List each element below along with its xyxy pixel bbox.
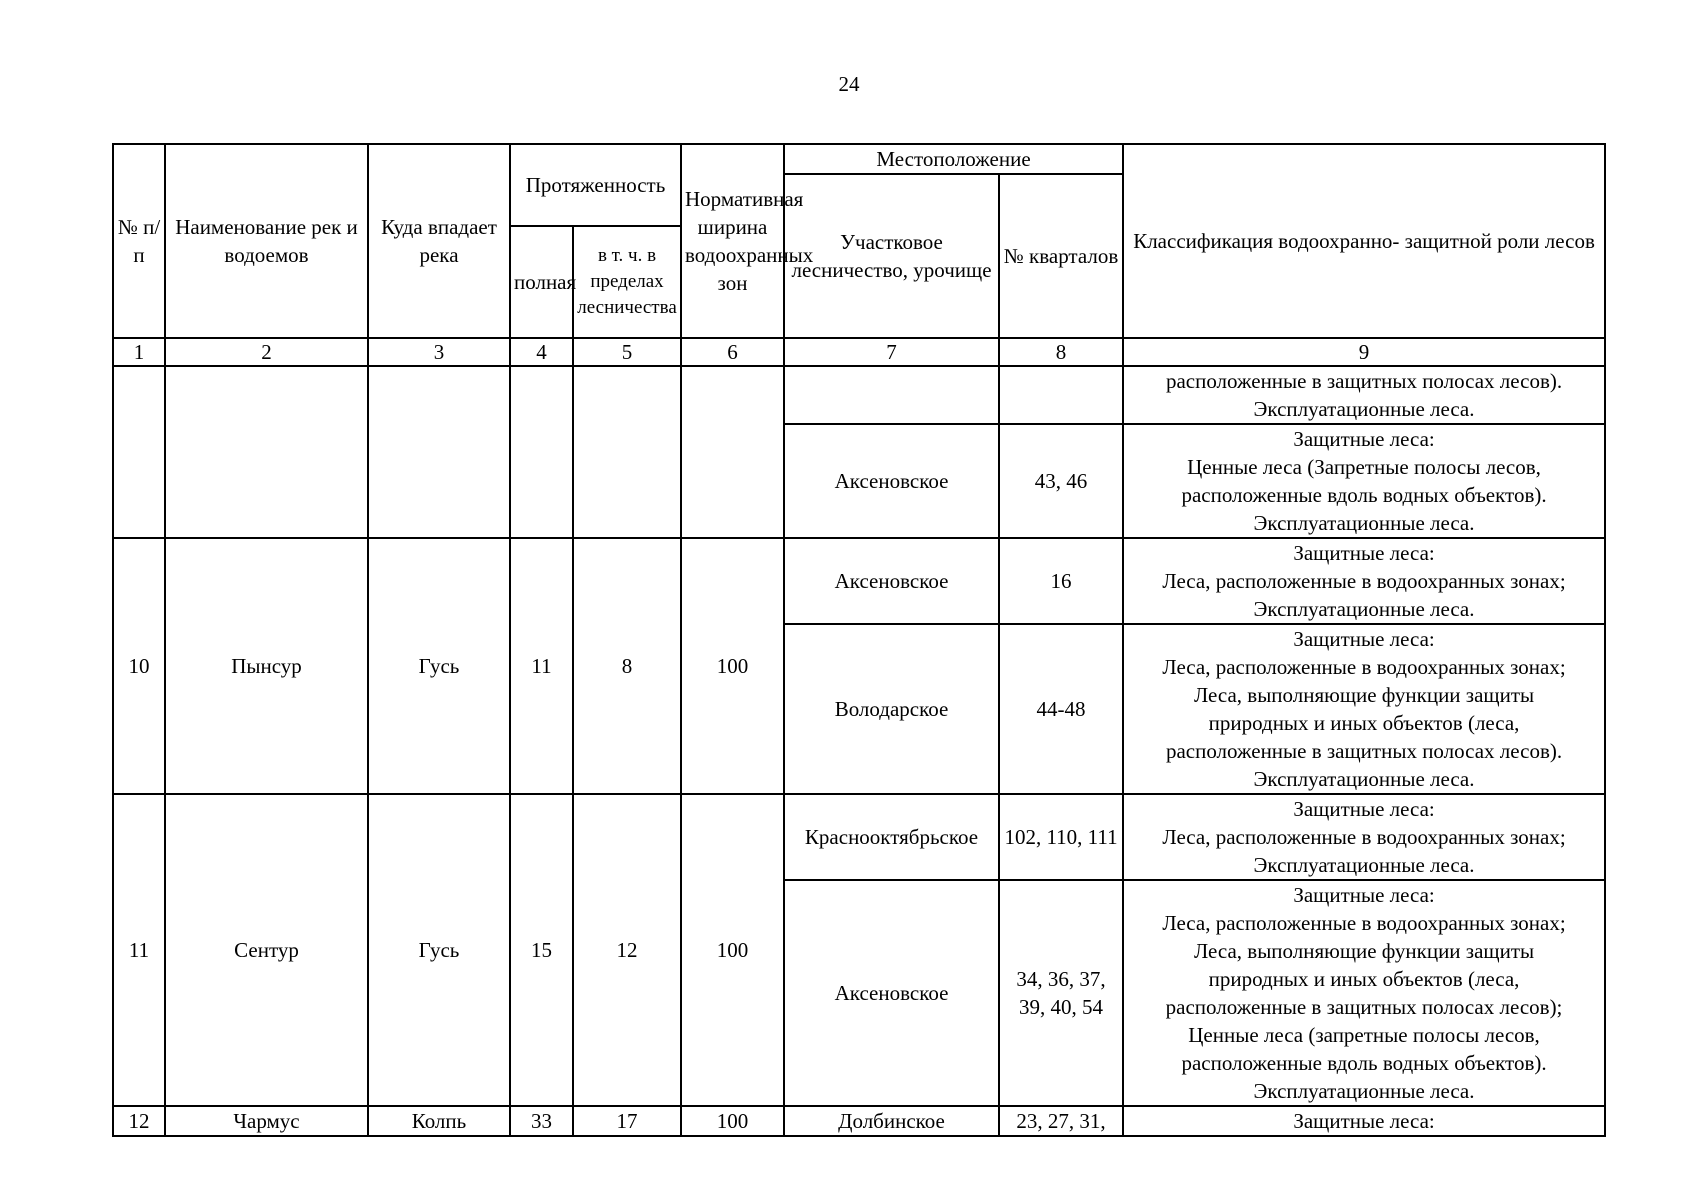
cell-classification — [1123, 624, 1605, 794]
table-row — [113, 538, 1605, 624]
cell-classification — [1123, 366, 1605, 424]
cell-length-full: 33 — [510, 1106, 573, 1136]
column-number: 2 — [165, 338, 368, 366]
classification-line: Эксплуатационные леса. — [1253, 511, 1475, 535]
classification-line: расположенные вдоль водных объектов). — [1181, 1051, 1547, 1075]
classification-line: природных и иных объектов (леса, — [1208, 967, 1520, 991]
classification-line: Леса, расположенные в водоохранных зонах; — [1162, 569, 1566, 593]
header-length: Протяженность — [510, 144, 681, 226]
cell-norm-width: 100 — [681, 538, 784, 794]
cell-mouth — [368, 366, 510, 538]
header-mouth: Куда впадает река — [368, 144, 510, 338]
cell-name — [165, 366, 368, 538]
classification-line: Эксплуатационные леса. — [1253, 853, 1475, 877]
cell-classification — [1123, 880, 1605, 1106]
cell-num: 12 — [113, 1106, 165, 1136]
classification-line: Ценные леса (Запретные полосы лесов, — [1187, 455, 1541, 479]
cell-length-within: 8 — [573, 538, 681, 794]
cell-num: 11 — [113, 794, 165, 1106]
header-name: Наименование рек и водоемов — [165, 144, 368, 338]
cell-length-full: 11 — [510, 538, 573, 794]
classification-line: Леса, расположенные в водоохранных зонах; — [1162, 825, 1566, 849]
cell-classification — [1123, 1106, 1605, 1136]
cell-mouth: Гусь — [368, 794, 510, 1106]
cell-district — [784, 366, 999, 424]
cell-length-within: 12 — [573, 794, 681, 1106]
cell-district: Долбинское — [784, 1106, 999, 1136]
classification-line: Леса, выполняющие функции защиты — [1193, 939, 1535, 963]
cell-classification — [1123, 794, 1605, 880]
header-district: Участковое лесничество, урочище — [784, 174, 999, 338]
classification-line: природных и иных объектов (леса, — [1208, 711, 1520, 735]
column-number: 3 — [368, 338, 510, 366]
cell-district: Краснооктябрьское — [784, 794, 999, 880]
column-number: 7 — [784, 338, 999, 366]
header-length-full: полная — [510, 226, 573, 338]
classification-line: Ценные леса (запретные полосы лесов, — [1188, 1023, 1540, 1047]
cell-quarters — [999, 366, 1123, 424]
cell-quarters: 23, 27, 31, — [999, 1106, 1123, 1136]
header-num: № п/п — [113, 144, 165, 338]
table-row — [113, 1106, 1605, 1136]
classification-line: расположенные вдоль водных объектов). — [1181, 483, 1547, 507]
cell-name: Пынсур — [165, 538, 368, 794]
cell-district: Аксеновское — [784, 880, 999, 1106]
cell-norm-width — [681, 366, 784, 538]
water-protection-table — [112, 143, 1606, 1137]
cell-classification — [1123, 538, 1605, 624]
header-location: Местоположение — [784, 144, 1123, 174]
cell-quarters: 34, 36, 37, 39, 40, 54 — [999, 880, 1123, 1106]
column-number: 1 — [113, 338, 165, 366]
column-number: 5 — [573, 338, 681, 366]
classification-line: Эксплуатационные леса. — [1253, 397, 1475, 421]
cell-length-full: 15 — [510, 794, 573, 1106]
table-row — [113, 794, 1605, 880]
header-quarters: № кварталов — [999, 174, 1123, 338]
classification-line: Эксплуатационные леса. — [1253, 767, 1475, 791]
header-norm-width: Нормативная ширина водоохранных зон — [681, 144, 784, 338]
cell-length-within: 17 — [573, 1106, 681, 1136]
cell-classification — [1123, 424, 1605, 538]
cell-mouth: Гусь — [368, 538, 510, 794]
cell-district: Аксеновское — [784, 424, 999, 538]
classification-line: Эксплуатационные леса. — [1253, 597, 1475, 621]
cell-num: 10 — [113, 538, 165, 794]
classification-line: Защитные леса: — [1293, 427, 1435, 451]
cell-mouth: Колпь — [368, 1106, 510, 1136]
cell-length-full — [510, 366, 573, 538]
cell-name: Чармус — [165, 1106, 368, 1136]
cell-district: Аксеновское — [784, 538, 999, 624]
classification-line: Леса, расположенные в водоохранных зонах; — [1162, 911, 1566, 935]
classification-line: Защитные леса: — [1293, 883, 1435, 907]
table-row — [113, 366, 1605, 424]
classification-line: Эксплуатационные леса. — [1253, 1079, 1475, 1103]
cell-quarters: 102, 110, 111 — [999, 794, 1123, 880]
cell-quarters: 16 — [999, 538, 1123, 624]
classification-line: Защитные леса: — [1293, 627, 1435, 651]
column-number: 6 — [681, 338, 784, 366]
header-classification: Классификация водоохранно- защитной роли лесов — [1123, 144, 1605, 338]
page-number: 24 — [838, 72, 860, 96]
classification-line: расположенные в защитных полосах лесов). — [1165, 369, 1563, 393]
classification-line: расположенные в защитных полосах лесов). — [1165, 739, 1563, 763]
classification-line: Защитные леса: — [1293, 797, 1435, 821]
column-number: 8 — [999, 338, 1123, 366]
cell-quarters: 44-48 — [999, 624, 1123, 794]
classification-line: Леса, расположенные в водоохранных зонах; — [1162, 655, 1566, 679]
cell-quarters: 43, 46 — [999, 424, 1123, 538]
column-number: 9 — [1123, 338, 1605, 366]
cell-num — [113, 366, 165, 538]
column-number-row — [113, 338, 1605, 366]
cell-length-within — [573, 366, 681, 538]
classification-line: расположенные в защитных полосах лесов); — [1165, 995, 1563, 1019]
classification-line: Леса, выполняющие функции защиты — [1193, 683, 1535, 707]
cell-name: Сентур — [165, 794, 368, 1106]
cell-district: Володарское — [784, 624, 999, 794]
cell-norm-width: 100 — [681, 1106, 784, 1136]
column-number: 4 — [510, 338, 573, 366]
classification-line: Защитные леса: — [1293, 1109, 1435, 1133]
classification-line: Защитные леса: — [1293, 541, 1435, 565]
header-row-1 — [113, 144, 1605, 174]
cell-norm-width: 100 — [681, 794, 784, 1106]
header-length-within: в т. ч. в пределах лесничества — [573, 226, 681, 338]
